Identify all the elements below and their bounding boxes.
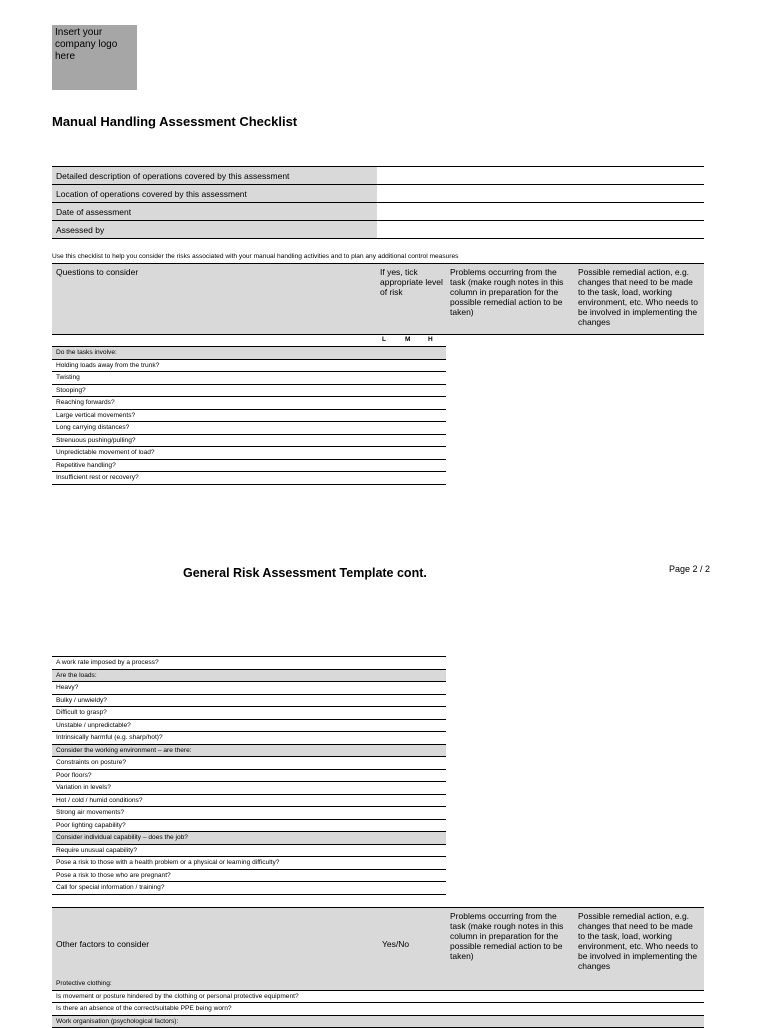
- question-row: [52, 882, 446, 895]
- question-text: A work rate imposed by a process?: [52, 657, 446, 670]
- questions-header-col3: Problems occurring from the task (make rough notes in this column in preparation for the possible remedial action to be taken): [450, 267, 564, 317]
- question-group-header: [52, 832, 446, 845]
- other-value: [377, 978, 704, 990]
- questions-header-col2: If yes, tick appropriate level of risk: [380, 267, 443, 297]
- question-text: Are the loads:: [52, 669, 446, 682]
- questions-table-page2: [52, 656, 446, 895]
- question-row: [52, 434, 446, 447]
- info-label: Assessed by: [52, 221, 377, 239]
- other-value: [377, 990, 704, 1003]
- risk-level-high: H: [428, 336, 433, 343]
- other-text: Work organisation (psychological factors):: [52, 1015, 377, 1028]
- question-row: [52, 844, 446, 857]
- question-text: Do the tasks involve:: [52, 347, 446, 360]
- question-row: [52, 694, 446, 707]
- question-text: Large vertical movements?: [52, 409, 446, 422]
- other-value: [377, 1003, 704, 1016]
- other-row: [52, 990, 704, 1003]
- risk-level-low: L: [382, 336, 386, 343]
- question-row: [52, 384, 446, 397]
- question-row: [52, 857, 446, 870]
- question-row: [52, 719, 446, 732]
- assessment-info-table: [52, 166, 704, 239]
- other-header-col4: Possible remedial action, e.g. changes that need to be made to the task, load, working environment, etc. Who needs to be involved in implementing the changes: [578, 911, 699, 971]
- question-row: [52, 459, 446, 472]
- info-value: [377, 203, 704, 221]
- other-text: Is there an absence of the correct/suitable PPE being worn?: [52, 1003, 377, 1016]
- info-row: [52, 185, 704, 203]
- question-text: Reaching forwards?: [52, 397, 446, 410]
- questions-header-col4: Possible remedial action, e.g. changes that need to be made to the task, load, working environment, etc. Who needs to be involved in implementing the changes: [578, 267, 699, 327]
- question-text: Consider individual capability – does the job?: [52, 832, 446, 845]
- question-row: [52, 869, 446, 882]
- question-text: Insufficient rest or recovery?: [52, 472, 446, 485]
- question-text: Difficult to grasp?: [52, 707, 446, 720]
- question-row: [52, 757, 446, 770]
- info-label: Date of assessment: [52, 203, 377, 221]
- question-text: Hot / cold / humid conditions?: [52, 794, 446, 807]
- question-group-header: [52, 744, 446, 757]
- risk-level-medium: M: [405, 336, 411, 343]
- question-text: Intrinsically harmful (e.g. sharp/hot)?: [52, 732, 446, 745]
- question-row: [52, 447, 446, 460]
- info-value: [377, 167, 704, 185]
- page-title: Manual Handling Assessment Checklist: [52, 114, 298, 129]
- page-number: Page 2 / 2: [669, 564, 711, 574]
- question-text: Strong air movements?: [52, 807, 446, 820]
- question-text: Long carrying distances?: [52, 422, 446, 435]
- other-header-col3: Problems occurring from the task (make rough notes in this column in preparation for the possible remedial action to be taken): [450, 911, 564, 961]
- question-row: [52, 794, 446, 807]
- info-label: Detailed description of operations covered by this assessment: [52, 167, 377, 185]
- other-text: Is movement or posture hindered by the clothing or personal protective equipment?: [52, 990, 377, 1003]
- question-text: Call for special information / training?: [52, 882, 446, 895]
- questions-table-page1: [52, 346, 446, 485]
- other-text: Protective clothing:: [52, 978, 377, 990]
- section-title: General Risk Assessment Template cont.: [183, 566, 427, 580]
- question-text: Pose a risk to those with a health problem or a physical or learning difficulty?: [52, 857, 446, 870]
- question-text: Repetitive handling?: [52, 459, 446, 472]
- question-row: [52, 397, 446, 410]
- other-factors-header: [52, 907, 704, 979]
- question-text: Poor lighting capability?: [52, 819, 446, 832]
- question-text: Pose a risk to those who are pregnant?: [52, 869, 446, 882]
- question-text: Unstable / unpredictable?: [52, 719, 446, 732]
- question-group-header: [52, 347, 446, 360]
- other-header-col2: Yes/No: [382, 939, 410, 949]
- question-text: Strenuous pushing/pulling?: [52, 434, 446, 447]
- question-text: Variation in levels?: [52, 782, 446, 795]
- question-text: Unpredictable movement of load?: [52, 447, 446, 460]
- other-row: [52, 1003, 704, 1016]
- question-group-header: [52, 669, 446, 682]
- other-value: [377, 1015, 704, 1028]
- company-logo-placeholder: Insert your company logo here: [52, 25, 137, 90]
- question-text: Holding loads away from the trunk?: [52, 359, 446, 372]
- question-row: [52, 807, 446, 820]
- question-row: [52, 682, 446, 695]
- question-row: [52, 819, 446, 832]
- other-factors-table: [52, 978, 704, 1028]
- questions-header: [52, 263, 704, 335]
- other-group-header: [52, 978, 704, 990]
- question-row: [52, 707, 446, 720]
- question-row: [52, 769, 446, 782]
- question-row: [52, 359, 446, 372]
- question-row: [52, 422, 446, 435]
- info-row: [52, 203, 704, 221]
- other-header-col1: Other factors to consider: [56, 939, 150, 949]
- question-row: [52, 372, 446, 385]
- question-row: [52, 657, 446, 670]
- question-row: [52, 409, 446, 422]
- info-label: Location of operations covered by this assessment: [52, 185, 377, 203]
- question-text: Bulky / unwieldy?: [52, 694, 446, 707]
- intro-text: Use this checklist to help you consider the risks associated with your manual handling activities and to plan any additional control measures: [52, 253, 459, 260]
- question-text: Twisting: [52, 372, 446, 385]
- question-text: Require unusual capability?: [52, 844, 446, 857]
- info-value: [377, 221, 704, 239]
- question-text: Constraints on posture?: [52, 757, 446, 770]
- question-row: [52, 472, 446, 485]
- other-group-header: [52, 1015, 704, 1028]
- question-row: [52, 732, 446, 745]
- info-row: [52, 221, 704, 239]
- question-row: [52, 782, 446, 795]
- info-row: [52, 167, 704, 185]
- question-text: Consider the working environment – are there:: [52, 744, 446, 757]
- question-text: Stooping?: [52, 384, 446, 397]
- info-value: [377, 185, 704, 203]
- question-text: Heavy?: [52, 682, 446, 695]
- questions-header-col1: Questions to consider: [56, 267, 139, 277]
- question-text: Poor floors?: [52, 769, 446, 782]
